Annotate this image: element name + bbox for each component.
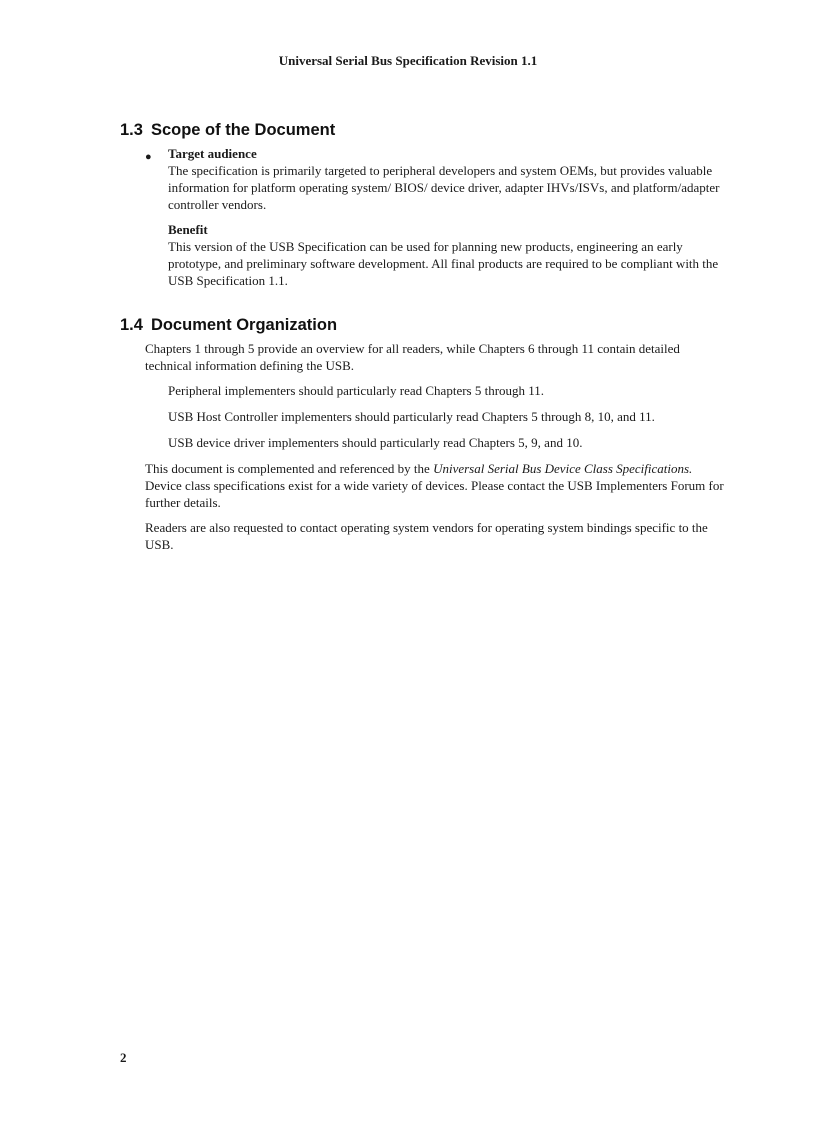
bullet-icon: ● (145, 151, 152, 163)
section-title: Scope of the Document (150, 121, 336, 139)
device-class-spec-title: Universal Serial Bus Device Class Specifications. (433, 461, 693, 476)
reader-note: USB device driver implementers should particularly read Chapters 5, 9, and 10. (168, 435, 583, 450)
reader-note: USB Host Controller implementers should particularly read Chapters 5 through 8, 10, and 11. (168, 409, 655, 424)
target-audience-label: Target audience (168, 146, 257, 161)
section-heading-1-3 (120, 120, 335, 140)
benefit-item (168, 221, 728, 289)
section-heading-1-4 (120, 315, 337, 335)
page-number: 2 (120, 1050, 127, 1065)
target-audience-text: The specification is primarily targeted to peripheral developers and system OEMs, but provides valuable information for platform operating system/ BIOS/ device driver, adapter IHVs/ISVs, and platform/adapter controller vendors. (168, 163, 720, 212)
benefit-text: This version of the USB Specification can be used for planning new products, engineering an early prototype, and preliminary software development. All final products are required to be compliant with the USB Specification 1.1. (168, 239, 719, 288)
closing-paragraph: Readers are also requested to contact operating system vendors for operating system bindings specific to the USB. (145, 520, 708, 552)
benefit-label: Benefit (168, 222, 208, 237)
section-number: 1.4 (120, 316, 143, 334)
complement-prefix: This document is complemented and referenced by the (145, 461, 434, 476)
running-header: Universal Serial Bus Specification Revision 1.1 (278, 53, 538, 68)
reader-note: Peripheral implementers should particularly read Chapters 5 through 11. (168, 383, 545, 398)
section-number: 1.3 (120, 121, 143, 139)
complement-suffix: Device class specifications exist for a wide variety of devices. Please contact the USB Implementers Forum for further details. (145, 478, 724, 510)
target-audience-item (168, 145, 728, 213)
complement-paragraph (145, 460, 725, 511)
section-title: Document Organization (150, 316, 338, 334)
organization-intro: Chapters 1 through 5 provide an overview for all readers, while Chapters 6 through 11 contain detailed technical information defining the USB. (145, 341, 680, 373)
